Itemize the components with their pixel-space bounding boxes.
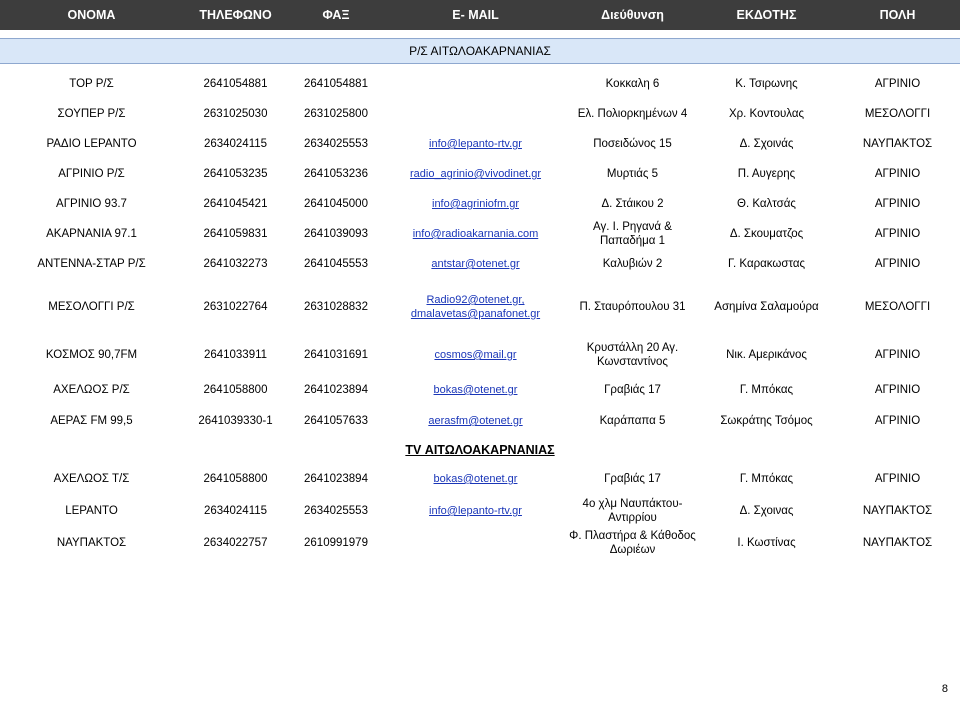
name-cell: LEPANTO — [65, 505, 118, 517]
address-cell: Αγ. Ι. Ρηγανά & Παπαδήμα 1 — [593, 221, 672, 247]
publisher-cell: Χρ. Κοντουλας — [728, 108, 805, 120]
table-header-row — [0, 0, 960, 30]
phone-cell: 2634022757 — [203, 537, 268, 549]
email-cell — [384, 527, 567, 559]
fax-cell: 2631028832 — [304, 301, 368, 313]
address-cell: Ελ. Πολιορκημένων 4 — [577, 108, 688, 120]
address-cell: Ποσειδώνος 15 — [593, 138, 672, 150]
phone-cell: 2641058800 — [203, 473, 268, 485]
city-cell: ΜΕΣΟΛΟΓΓΙ — [864, 108, 931, 120]
name-cell: ΝΑΥΠΑΚΤΟΣ — [56, 537, 127, 549]
city-cell: ΑΓΡΙΝΙΟ — [874, 415, 921, 427]
email-link[interactable]: radio_agrinio@vivodinet.gr — [409, 168, 542, 180]
email-cell — [384, 463, 567, 495]
publisher-cell: Γ. Μπόκας — [739, 384, 794, 396]
name-cell: ΜΕΣΟΛΟΓΓΙ Ρ/Σ — [48, 301, 135, 313]
name-cell: ΑΧΕΛΩΟΣ Ρ/Σ — [53, 384, 130, 396]
publisher-cell: Νικ. Αμερικάνος — [726, 349, 807, 361]
city-cell: ΑΓΡΙΝΙΟ — [874, 78, 921, 90]
fax-cell: 2641023894 — [304, 384, 368, 396]
name-cell: ΑΓΡΙΝΙΟ 93.7 — [56, 198, 127, 210]
table-row — [0, 463, 960, 495]
table-row — [0, 219, 960, 249]
name-cell: ΑΧΕΛΩΟΣ Τ/Σ — [53, 473, 130, 485]
city-cell: ΑΓΡΙΝΙΟ — [874, 198, 921, 210]
publisher-cell: Δ. Σχοινάς — [739, 138, 794, 150]
fax-cell: 2610991979 — [304, 537, 368, 549]
tv-section-title: TV ΑΙΤΩΛΟΑΚΑΡΝΑΝΙΑΣ — [405, 443, 555, 457]
table-row — [0, 129, 960, 159]
col-header-phone: ΤΗΛΕΦΩΝΟ — [183, 0, 288, 30]
email-link[interactable]: info@agriniofm.gr — [432, 198, 519, 210]
radio-rows — [0, 69, 960, 437]
publisher-cell: Θ. Καλτσάς — [737, 198, 796, 210]
fax-cell: 2634025553 — [304, 505, 368, 517]
email-cell — [384, 189, 567, 219]
email-cell — [384, 249, 567, 279]
publisher-cell: Ι. Κωστίνας — [737, 537, 796, 549]
radio-section-row — [0, 38, 960, 63]
col-header-publisher: ΕΚΔΟΤΗΣ — [698, 0, 835, 30]
fax-cell: 2641057633 — [304, 415, 368, 427]
publisher-cell: Γ. Καρακωστας — [727, 258, 806, 270]
email-cell — [384, 495, 567, 527]
name-cell: ΑΝΤΕΝΝΑ-ΣΤΑΡ Ρ/Σ — [37, 258, 146, 270]
phone-cell: 2641045421 — [203, 198, 268, 210]
address-cell: Π. Σταυρόπουλου 31 — [579, 301, 686, 313]
col-header-name: ΟΝΟΜΑ — [0, 0, 183, 30]
address-cell: Μυρτιάς 5 — [606, 168, 659, 180]
fax-cell: 2641054881 — [304, 78, 368, 90]
phone-cell: 2641058800 — [203, 384, 268, 396]
email-link[interactable]: info@lepanto-rtv.gr — [429, 138, 522, 150]
table-row — [0, 159, 960, 189]
fax-cell: 2641039093 — [304, 228, 368, 240]
email-link[interactable]: aerasfm@otenet.gr — [428, 415, 523, 427]
city-cell: ΝΑΥΠΑΚΤΟΣ — [862, 537, 933, 549]
table-row — [0, 495, 960, 527]
fax-cell: 2631025800 — [304, 108, 368, 120]
col-header-fax: ΦΑΞ — [288, 0, 384, 30]
address-cell: Καλυβιών 2 — [602, 258, 663, 270]
fax-cell: 2641053236 — [304, 168, 368, 180]
name-cell: ΑΓΡΙΝΙΟ Ρ/Σ — [58, 168, 125, 180]
tv-rows — [0, 463, 960, 559]
email-link[interactable]: antstar@otenet.gr — [431, 258, 520, 270]
fax-cell: 2641031691 — [304, 349, 368, 361]
publisher-cell: Κ. Τσιρωνης — [735, 78, 798, 90]
email-cell — [384, 99, 567, 129]
city-cell: ΑΓΡΙΝΙΟ — [874, 258, 921, 270]
table-row — [0, 375, 960, 405]
table-row — [0, 527, 960, 559]
city-cell: ΝΑΥΠΑΚΤΟΣ — [862, 505, 933, 517]
address-cell: 4ο χλμ Ναυπάκτου-Αντιρρίου — [582, 498, 683, 524]
address-cell: Γραβιάς 17 — [604, 384, 661, 396]
email-cell — [384, 129, 567, 159]
phone-cell: 2641059831 — [203, 228, 268, 240]
city-cell: ΑΓΡΙΝΙΟ — [874, 349, 921, 361]
name-cell: ΑΕΡΑΣ FM 99,5 — [50, 415, 133, 427]
city-cell: ΑΓΡΙΝΙΟ — [874, 168, 921, 180]
publisher-cell: Π. Αυγερης — [737, 168, 796, 180]
address-cell: Γραβιάς 17 — [604, 473, 661, 485]
col-header-email: E- MAIL — [384, 0, 567, 30]
city-cell: ΑΓΡΙΝΙΟ — [874, 384, 921, 396]
phone-cell: 2641033911 — [203, 349, 268, 361]
email-link[interactable]: Radio92@otenet.gr, dmalavetas@panafonet.gr — [410, 294, 541, 320]
city-cell: ΝΑΥΠΑΚΤΟΣ — [862, 138, 933, 150]
fax-cell: 2641023894 — [304, 473, 368, 485]
email-cell — [384, 405, 567, 437]
address-cell: Φ. Πλαστήρα & Κάθοδος Δωριέων — [569, 530, 696, 556]
phone-cell: 2634024115 — [203, 138, 268, 150]
address-cell: Κοκκαλη 6 — [605, 78, 660, 90]
col-header-address: Διεύθυνση — [567, 0, 698, 30]
email-link[interactable]: bokas@otenet.gr — [433, 473, 518, 485]
page-number: 8 — [941, 683, 948, 695]
address-cell: Δ. Στάικου 2 — [601, 198, 664, 210]
email-cell — [384, 335, 567, 375]
name-cell: ΤΟΡ Ρ/Σ — [69, 78, 114, 90]
email-link[interactable]: info@radioakarnania.com — [412, 228, 539, 240]
email-cell — [384, 69, 567, 99]
fax-cell: 2634025553 — [304, 138, 368, 150]
name-cell: ΚΟΣΜΟΣ 90,7FM — [45, 349, 138, 361]
publisher-cell: Σωκράτης Τσόμος — [720, 415, 813, 427]
phone-cell: 2634024115 — [203, 505, 268, 517]
publisher-cell: Δ. Σκουματζος — [729, 228, 804, 240]
table-row — [0, 99, 960, 129]
fax-cell: 2641045000 — [304, 198, 368, 210]
col-header-city: ΠΟΛΗ — [835, 0, 960, 30]
phone-cell: 2631022764 — [203, 301, 268, 313]
table-row — [0, 335, 960, 375]
fax-cell: 2641045553 — [304, 258, 368, 270]
phone-cell: 2641054881 — [203, 78, 268, 90]
table-row — [0, 69, 960, 99]
name-cell: ΑΚΑΡΝΑΝΙΑ 97.1 — [46, 228, 137, 240]
phone-cell: 2641032273 — [203, 258, 268, 270]
address-cell: Καράπαπα 5 — [599, 415, 666, 427]
email-cell — [384, 159, 567, 189]
table-row — [0, 405, 960, 437]
phone-cell: 2631025030 — [203, 108, 268, 120]
email-cell — [384, 279, 567, 335]
email-cell — [384, 375, 567, 405]
address-cell: Κρυστάλλη 20 Αγ. Κωνσταντίνος — [586, 342, 679, 368]
phone-cell: 2641039330-1 — [198, 415, 273, 427]
email-cell — [384, 219, 567, 249]
email-link[interactable]: bokas@otenet.gr — [433, 384, 518, 396]
email-link[interactable]: cosmos@mail.gr — [434, 349, 517, 361]
city-cell: ΑΓΡΙΝΙΟ — [874, 473, 921, 485]
publisher-cell: Γ. Μπόκας — [739, 473, 794, 485]
table-row — [0, 249, 960, 279]
publisher-cell: Δ. Σχοινας — [739, 505, 794, 517]
name-cell: ΣΟΥΠΕΡ Ρ/Σ — [57, 108, 126, 120]
name-cell: ΡΑΔΙΟ LEPANTO — [46, 138, 137, 150]
phone-cell: 2641053235 — [203, 168, 268, 180]
city-cell: ΑΓΡΙΝΙΟ — [874, 228, 921, 240]
city-cell: ΜΕΣΟΛΟΓΓΙ — [864, 301, 931, 313]
table-row — [0, 189, 960, 219]
table-row — [0, 279, 960, 335]
radio-section-title: Ρ/Σ ΑΙΤΩΛΟΑΚΑΡΝΑΝΙΑΣ — [0, 38, 960, 63]
publisher-cell: Ασημίνα Σαλαμούρα — [714, 301, 819, 313]
tv-section-row — [0, 437, 960, 463]
email-link[interactable]: info@lepanto-rtv.gr — [429, 505, 522, 517]
